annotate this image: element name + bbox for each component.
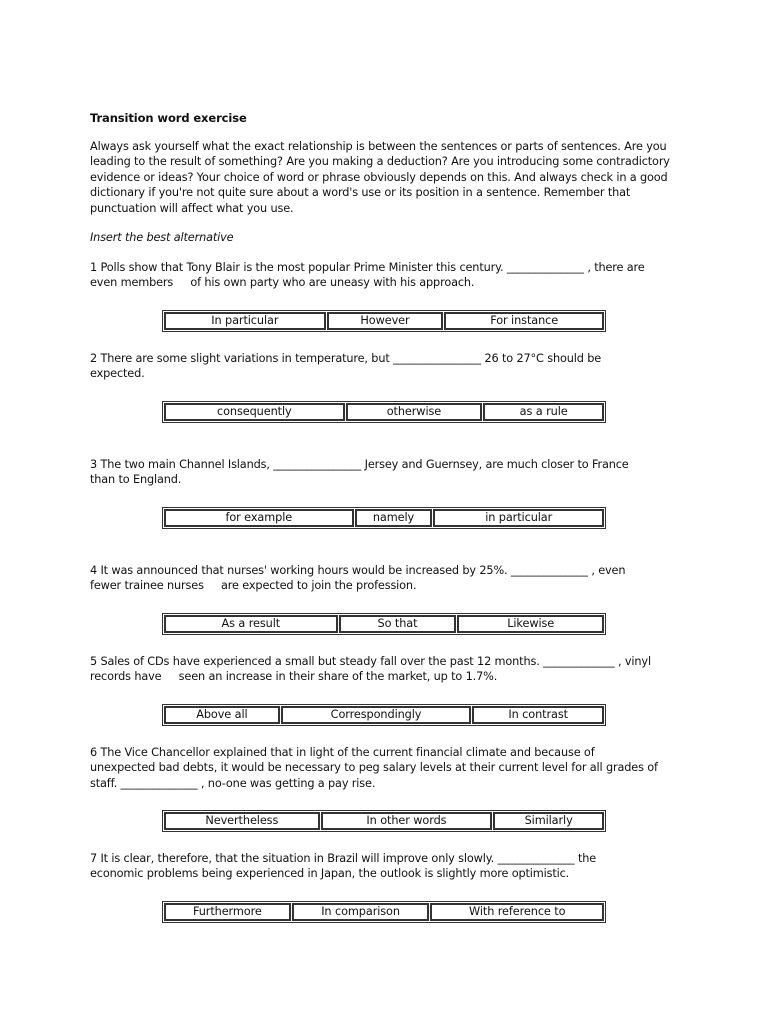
- question-2: [90, 351, 690, 382]
- question-5-options: [162, 704, 606, 726]
- option-in-comparison[interactable]: In comparison: [292, 903, 430, 921]
- option-in-contrast[interactable]: In contrast: [472, 706, 604, 724]
- option-with-reference-to[interactable]: With reference to: [430, 903, 604, 921]
- question-7-line-2: economic problems being experienced in Japan, the outlook is slightly more optimistic.: [90, 867, 570, 881]
- option-otherwise[interactable]: otherwise: [346, 403, 483, 421]
- question-3-line-2: than to England.: [90, 473, 182, 487]
- question-1-line-1: 1 Polls show that Tony Blair is the most popular Prime Minister this century. ______________ , there are: [90, 261, 645, 274]
- option-likewise[interactable]: Likewise: [457, 615, 604, 633]
- question-4-line-1: 4 It was announced that nurses' working hours would be increased by 25%. ______________ , even: [90, 564, 626, 577]
- question-2-options: [162, 401, 606, 423]
- question-6-options: [162, 810, 606, 832]
- option-furthermore[interactable]: Furthermore: [164, 903, 291, 921]
- question-2-line-2: expected.: [90, 367, 145, 381]
- option-namely[interactable]: namely: [355, 509, 433, 527]
- option-nevertheless[interactable]: Nevertheless: [164, 812, 320, 830]
- option-for-instance[interactable]: For instance: [444, 312, 604, 330]
- question-4-line-2: fewer trainee nurses are expected to join the profession.: [90, 579, 417, 593]
- question-7: [90, 851, 690, 882]
- page-title: Transition word exercise: [90, 111, 247, 125]
- option-in-other-words[interactable]: In other words: [321, 812, 493, 830]
- option-similarly[interactable]: Similarly: [493, 812, 604, 830]
- option-in-particular[interactable]: In particular: [164, 312, 326, 330]
- question-3-line-1: 3 The two main Channel Islands, ________________ Jersey and Guernsey, are much closer to France: [90, 458, 629, 471]
- question-7-line-1: 7 It is clear, therefore, that the situation in Brazil will improve only slowly. ______________ the: [90, 852, 597, 865]
- option-above-all[interactable]: Above all: [164, 706, 280, 724]
- option-consequently[interactable]: consequently: [164, 403, 345, 421]
- question-5: [90, 654, 690, 685]
- option-however[interactable]: However: [327, 312, 444, 330]
- question-4-options: [162, 613, 606, 635]
- question-6: [90, 745, 690, 791]
- option-in-particular-3[interactable]: in particular: [433, 509, 604, 527]
- question-6-line-2: unexpected bad debts, it would be necessary to peg salary levels at their current level for all grades of: [90, 761, 658, 775]
- intro-paragraph: Always ask yourself what the exact relationship is between the sentences or parts of sentences. Are you leading to the result of something? Are you making a deduction? Are you introducing some contradictory evidence or ideas? Your choice of word or phrase obviously depends on this. And always check in a good dictionary if you're not quite sure about a word's use or its position in a sentence. Remember that punctuation will affect what you use.: [90, 140, 670, 215]
- option-correspondingly[interactable]: Correspondingly: [281, 706, 472, 724]
- option-as-a-rule[interactable]: as a rule: [483, 403, 604, 421]
- question-1: [90, 260, 690, 291]
- question-6-line-3: staff. ______________ , no-one was getting a pay rise.: [90, 776, 376, 790]
- question-7-options: [162, 901, 606, 923]
- question-5-line-2: records have seen an increase in their share of the market, up to 1.7%.: [90, 670, 498, 684]
- option-as-a-result[interactable]: As a result: [164, 615, 338, 633]
- question-2-line-1: 2 There are some slight variations in temperature, but ________________ 26 to 27°C should be: [90, 352, 602, 365]
- option-so-that[interactable]: So that: [339, 615, 457, 633]
- question-1-options: [162, 310, 606, 332]
- question-6-line-1: 6 The Vice Chancellor explained that in light of the current financial climate and because of: [90, 746, 595, 759]
- document-page: [90, 110, 690, 918]
- question-1-line-2: even members of his own party who are uneasy with his approach.: [90, 276, 475, 290]
- question-3-options: [162, 507, 606, 529]
- question-3: [90, 457, 690, 488]
- question-5-line-1: 5 Sales of CDs have experienced a small but steady fall over the past 12 months. _____________ , vinyl: [90, 655, 651, 668]
- question-4: [90, 563, 690, 594]
- instruction-text: Insert the best alternative: [90, 231, 234, 245]
- option-for-example[interactable]: for example: [164, 509, 354, 527]
